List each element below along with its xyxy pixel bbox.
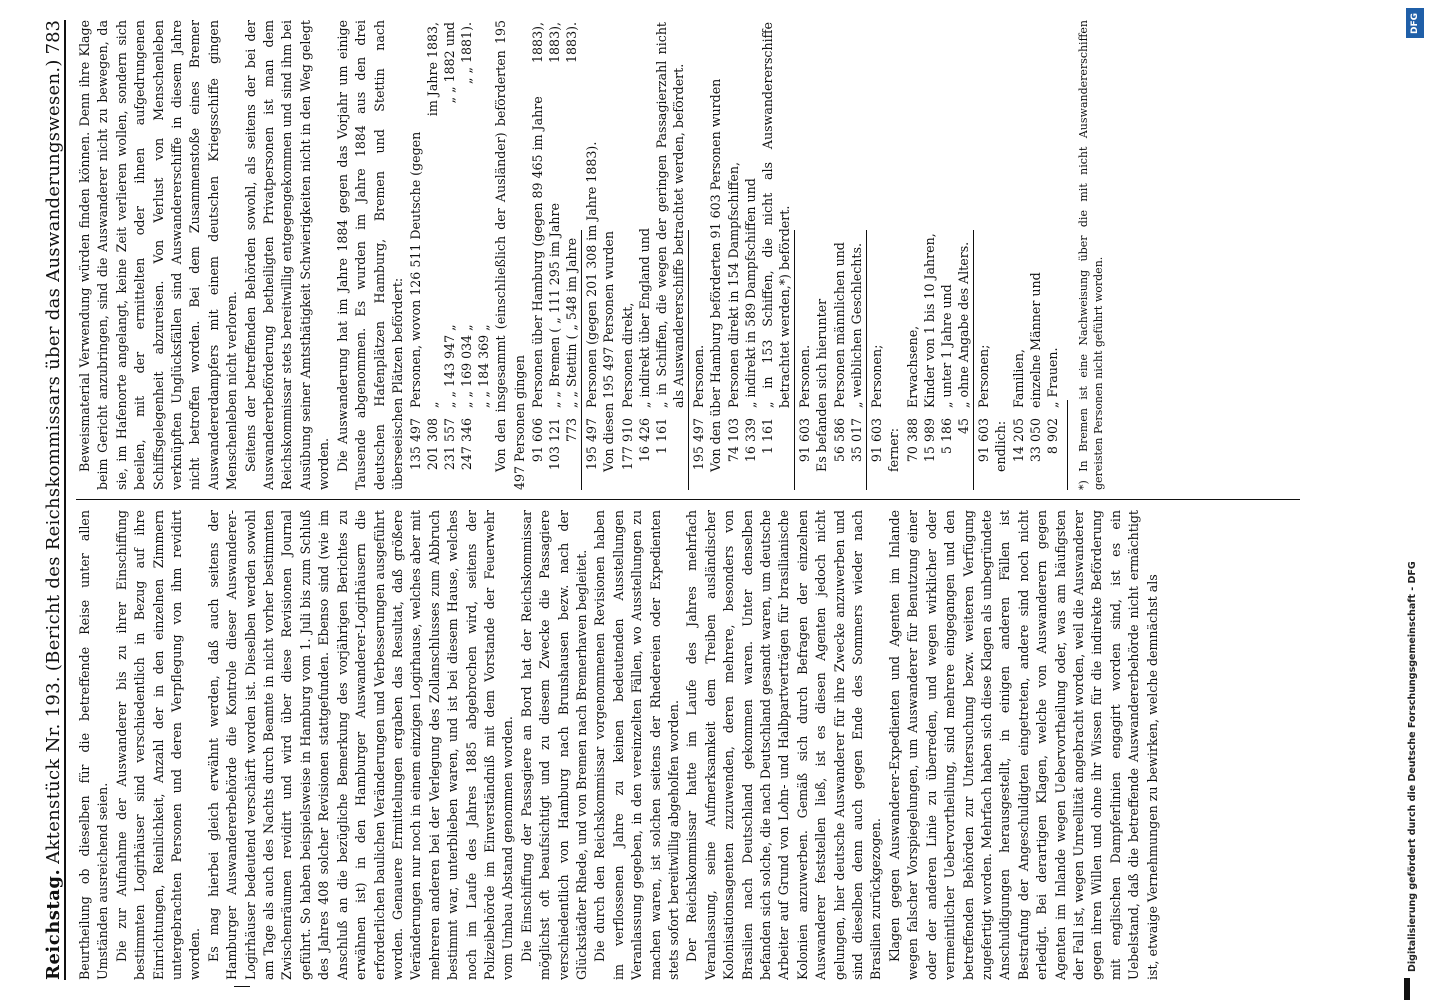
sum-text: Personen (gegen 201 308 im Jahre 1883). bbox=[584, 141, 600, 408]
description-cell: Personen direkt in 154 Dampfschiffen, bbox=[725, 162, 741, 408]
sum-rule bbox=[973, 230, 974, 490]
count-cell: 231 557 bbox=[442, 418, 458, 471]
table-row bbox=[653, 20, 687, 490]
year-cell: 1883), bbox=[547, 22, 563, 63]
sum-text: Personen. bbox=[690, 344, 706, 408]
count-cell: 70 388 bbox=[904, 418, 920, 463]
family-table bbox=[1010, 20, 1061, 490]
sum-text: Personen; bbox=[975, 344, 991, 408]
count-cell: 14 205 bbox=[1011, 418, 1027, 463]
paragraph: Von den über Hamburg beförderten 91 603 Personen wurden bbox=[707, 78, 723, 472]
description-cell: „ „ 184 369 „ bbox=[476, 324, 492, 408]
count-cell: 177 910 bbox=[619, 418, 635, 471]
paragraph: ferner: bbox=[886, 428, 902, 472]
sum-row bbox=[583, 20, 600, 490]
table-row bbox=[619, 20, 636, 490]
description-cell: „ „ Stettin ( „ 548 im Jahre bbox=[564, 237, 580, 408]
table-row bbox=[407, 20, 424, 490]
footnote-rule bbox=[1067, 400, 1068, 490]
table-row bbox=[921, 20, 938, 490]
scan-edge-mark bbox=[1404, 978, 1410, 1000]
description-cell: Personen direkt, bbox=[619, 302, 635, 408]
count-cell: 33 050 bbox=[1028, 418, 1044, 463]
digitization-stamp bbox=[1404, 8, 1426, 988]
transport-table bbox=[619, 20, 687, 490]
sum-row bbox=[975, 20, 992, 490]
table-row bbox=[546, 20, 563, 490]
description-cell: „ weiblichen Geschlechts. bbox=[849, 243, 865, 408]
header-document-number: Aktenstück Nr. 193. bbox=[43, 676, 64, 864]
count-cell: 1 161 bbox=[759, 418, 775, 455]
count-cell: 15 989 bbox=[921, 418, 937, 463]
header-title: (Bericht des Reichskommissars über das Auswanderungswesen.) bbox=[43, 59, 64, 672]
table-row bbox=[1044, 20, 1061, 490]
year-cell bbox=[475, 20, 492, 121]
description-cell: Personen, wovon 126 511 Deutsche (gegen bbox=[408, 131, 424, 408]
sum-rule bbox=[688, 230, 689, 490]
table-row bbox=[938, 20, 955, 490]
margin-dash bbox=[234, 986, 250, 987]
paragraph: endlich: bbox=[992, 420, 1008, 472]
emigration-totals-table bbox=[407, 20, 492, 490]
count-cell: 247 346 bbox=[459, 418, 475, 471]
count-cell: 16 339 bbox=[742, 418, 758, 463]
sum-rule bbox=[581, 230, 582, 490]
paragraph: Seitens der betreffenden Behörden sowohl, als seitens der bei der Auswandererbeförderung betheiligten Privatpersonen ist man dem Reichskommissar stets bereitwillig entgegengekommen und sind ihm bei Ausübung seiner Amtsthätigkeit Schwierigkeiten nicht in den Weg gelegt worden. bbox=[242, 20, 332, 490]
year-cell: im Jahre 1883, bbox=[425, 22, 441, 117]
description-cell: „ ohne Angabe des Alters. bbox=[955, 241, 971, 408]
table-row bbox=[831, 20, 848, 490]
table-row bbox=[955, 20, 972, 490]
sum-rule bbox=[794, 230, 795, 490]
table-row bbox=[759, 20, 793, 490]
count-cell: 773 bbox=[564, 418, 580, 443]
sum-row bbox=[868, 20, 885, 490]
description-cell: „ „ 169 034 „ bbox=[459, 324, 475, 408]
hamburg-table bbox=[725, 20, 793, 490]
count-cell: 35 017 bbox=[849, 418, 865, 463]
description-cell: „ in Schiffen, die wegen der geringen Passagierzahl nicht als Auswandererschiffe betrachtet werden, befördert. bbox=[653, 22, 686, 408]
table-row bbox=[458, 20, 475, 490]
table-row bbox=[636, 20, 653, 490]
sum-text: Personen. bbox=[796, 344, 812, 408]
description-cell: Personen männlichen und bbox=[832, 242, 848, 408]
header-reichstag: Reichstag. bbox=[43, 868, 64, 980]
right-column bbox=[76, 20, 1300, 490]
table-row bbox=[848, 20, 865, 490]
description-cell: „ in 153 Schiffen, die nicht als Auswandererschiffe betrachtet werden,*) befördert. bbox=[759, 22, 792, 408]
description-cell: einzelne Männer und bbox=[1028, 272, 1044, 408]
column-divider bbox=[76, 499, 1300, 500]
paragraph: Die Einschiffung der Passagiere an Bord hat der Reichskommissar möglichst oft beaufsichtigt und zu diesem Zwecke die Passagiere verschiedentlich von Hamburg nach Brunshausen bezw. nach der Glückstädter Rhede, und von Bremen nach Bremerhaven begleitet. bbox=[518, 510, 589, 980]
left-column bbox=[76, 510, 1300, 980]
table-row bbox=[441, 20, 458, 490]
description-cell: „ „ Bremen ( „ 111 295 im Jahre bbox=[547, 203, 563, 408]
count-cell: 5 186 bbox=[938, 418, 954, 455]
year-cell: „ „ 1882 und bbox=[442, 22, 458, 104]
paragraph: Der Reichskommissar hatte im Laufe des Jahres mehrfach Veranlassung, seine Aufmerksamkeit dem Treiben ausländischer Kolonisationsagenten zuzuwenden, deren mehrere, besonders von Brasilien nach Deutschland gekommen waren. Unter denselben befanden sich solche, die nach Deutschland gesandt waren, um deutsche Arbeiter auf Grund von Lohn- und Halbpartverträgen für brasilianische Kolonien anzuwerben. Gemäß sich durch Befragen der einzelnen Auswanderer feststellen ließ, ist es diesen Agenten jedoch nicht gelungen, hier deutsche Auswanderer für ihre Zwecke anzuwerben und sind dieselben denn auch gegen Ende des Sommers wieder nach Brasilien zurückgezogen. bbox=[684, 510, 884, 980]
description-cell: „ bbox=[425, 401, 441, 408]
count-cell: 201 308 bbox=[425, 418, 441, 471]
description-cell: Erwachsene, bbox=[904, 325, 920, 408]
paragraph: Es mag hierbei gleich erwähnt werden, daß auch seitens der Hamburger Auswandererbehörde die Kontrole dieser Auswanderer-Logirhäuser bedeutend verschärft worden ist. Dieselben werden sowohl am Tage als auch des Nachts durch Beamte in nicht vorher bestimmten Zwischenräumen revidirt und wird über diese Revisionen Journal geführt. So haben beispielsweise in Hamburg vom 1. Juli bis zum Schluß des Jahres 408 solcher Revisionen stattgefunden. Ebenso sind (wie im Anschluß an die bezügliche Bemerkung des vorjährigen Berichtes zu erwähnen ist) in den Hamburger Auswanderer-Logirhäusern die erforderlichen baulichen Veränderungen und Verbesserungen ausgeführt worden. Genauere Ermittelungen ergaben das Resultat, daß größere Veränderungen nur noch in einem einzigen Logirhause, welches aber mit mehreren anderen bei der Verlegung des Zollanschlusses zum Abbruch bestimmt war, unterblieben waren, und ist bei diesem Hause, welches noch im Laufe des Jahres 1885 abgebrochen wird, seitens der Polizeibehörde im Einverständniß mit dem Vorstande der Feuerwehr vom Umbau Abstand genommen worden. bbox=[205, 510, 516, 980]
table-row bbox=[1027, 20, 1044, 490]
paragraph: Beweismaterial Verwendung würden finden können. Denn ihre Klage beim Gericht anzubringen, sind die Auswanderer nicht zu bewegen, da sie, im Hafenorte angelangt, keine Zeit verlieren wollen, sondern sich beeilen, mit der ermittelten oder ihnen aufgedrungenen Schiffsgelegenheit abzureisen. Von Verlust von Menschenleben verknüpften Unglücksfällen sind Auswandererschiffe in diesem Jahre nicht betroffen worden. Bei dem Zusammenstoße eines Bremer Auswandererdampfers mit einem deutschen Kriegsschiffe gingen Menschenleben nicht verloren. bbox=[77, 20, 240, 490]
table-row bbox=[424, 20, 441, 490]
sum-number: 91 603 bbox=[975, 418, 991, 463]
sum-number: 91 603 bbox=[869, 418, 885, 463]
description-cell: „ indirekt über England und bbox=[636, 228, 652, 408]
table-row bbox=[725, 20, 742, 490]
count-cell: 45 bbox=[955, 418, 971, 435]
digitization-note: Digitalisierung gefördert durch die Deutsche Forschungsgemeinschaft - DFG bbox=[1407, 561, 1418, 972]
count-cell: 103 121 bbox=[547, 418, 563, 471]
paragraph: Die zur Aufnahme der Auswanderer bis zu ihrer Einschiffung bestimmten Logirhäuser sind verschiedentlich in Bezug auf ihre Einrichtungen, Reinlichkeit, Anzahl der in den einzelnen Zimmern untergebrachten Personen und deren Verpflegung von ihm revidirt worden. bbox=[113, 510, 203, 980]
description-cell: Personen über Hamburg (gegen 89 465 im Jahre bbox=[530, 96, 546, 408]
table-row bbox=[904, 20, 921, 490]
sum-row bbox=[796, 20, 813, 490]
count-cell: 16 426 bbox=[636, 418, 652, 463]
count-cell: 56 586 bbox=[832, 418, 848, 463]
dfg-logo: DFG bbox=[1406, 8, 1424, 38]
description-cell: „ Frauen. bbox=[1045, 347, 1061, 408]
page-number: 783 bbox=[43, 20, 64, 55]
footnote: *) In Bremen ist eine Nachweisung über die mit nicht Auswandererschiffen gereisten Personen nicht geführt worden. bbox=[1077, 20, 1106, 490]
paragraph: Klagen gegen Auswanderer-Expedienten und Agenten im Inlande wegen falscher Vorspiegelungen, um Auswanderer für Benutzung einer oder der anderen Linie zu überreden, und wegen wirklicher oder vermeintlicher Uebervortheilung, sind mehrere eingegangen und den betreffenden Behörden zur Untersuchung bezw. weiteren Verfügung zugefertigt worden. Mehrfach haben sich diese Klagen als unbegründete Anschuldigungen herausgestellt, in einigen anderen Fällen ist Bestrafung der Angeschuldigten eingetreten, andere sind noch nicht erledigt. Bei derartigen Klagen, welche von Auswanderern gegen Agenten im Inlande wegen Uebervortheilung oder, was am häufigsten der Fall ist, wegen Unreellität angebracht worden, weil die Auswanderer gegen ihren Willen und ohne ihr Wissen für die indirekte Beförderung mit englischen Dampferlinien engagirt worden sind, ist es ein Uebelstand, daß die betreffende Auswandererbehörde nicht ermächtigt ist, etwaige Vernehmungen zu bewirken, welche demnächst als bbox=[886, 510, 1160, 980]
paragraph: Beurtheilung ob dieselben für die betreffende Reise unter allen Umständen ausreichend seien. bbox=[77, 510, 111, 980]
sum-number: 195 497 bbox=[584, 418, 600, 471]
description-cell: „ „ 143 947 „ bbox=[442, 324, 458, 408]
count-cell: 8 902 bbox=[1045, 418, 1061, 455]
paragraph: Von diesen 195 497 Personen wurden bbox=[601, 231, 617, 472]
paragraph: Die Auswanderung hat im Jahre 1884 gegen das Vorjahr um einige Tausende abgenommen. Es wurden im Jahre 1884 aus den drei deutschen Hafenplätzen Hamburg, Bremen und Stettin nach überseeischen Plätzen befördert: bbox=[334, 20, 405, 490]
year-cell: 1883). bbox=[564, 22, 580, 63]
description-cell: „ indirekt in 589 Dampfschiffen und bbox=[742, 178, 758, 408]
paragraph: Es befanden sich hierunter bbox=[813, 298, 829, 472]
gender-table bbox=[831, 20, 865, 490]
year-cell bbox=[407, 20, 424, 121]
table-row bbox=[563, 20, 580, 490]
count-cell: 91 606 bbox=[530, 418, 546, 463]
age-table bbox=[904, 20, 972, 490]
sum-row bbox=[690, 20, 707, 490]
description-cell: Kinder von 1 bis 10 Jahren, bbox=[921, 233, 937, 408]
sum-number: 195 497 bbox=[690, 418, 706, 471]
paragraph: Die durch den Reichskommissar vorgenommenen Revisionen haben im verflossenen Jahre zu keinen bedeutenden Ausstellungen Veranlassung gegeben, in den vereinzelten Fällen, wo Ausstellungen zu machen waren, ist solchen seitens der Rhedereien oder Expedienten stets sofort bereitwillig abgeholfen worden. bbox=[592, 510, 681, 980]
count-cell: 74 103 bbox=[725, 418, 741, 463]
paragraph: Von den insgesammt (einschließlich der Ausländer) beförderten 195 497 Personen gingen bbox=[493, 20, 527, 490]
table-row bbox=[529, 20, 546, 490]
table-row bbox=[742, 20, 759, 490]
year-cell: 1883), bbox=[530, 22, 546, 63]
sum-number: 91 603 bbox=[796, 418, 812, 463]
count-cell: 135 497 bbox=[408, 418, 424, 471]
count-cell bbox=[475, 410, 492, 490]
year-cell: „ „ 1881). bbox=[459, 22, 475, 85]
table-row bbox=[475, 20, 492, 490]
description-cell: „ unter 1 Jahre und bbox=[938, 284, 954, 408]
description-cell: Familien, bbox=[1011, 349, 1027, 408]
count-cell: 1 161 bbox=[653, 418, 669, 455]
table-row bbox=[1010, 20, 1027, 490]
running-header bbox=[34, 20, 66, 980]
ports-table bbox=[529, 20, 580, 490]
sum-text: Personen; bbox=[869, 344, 885, 408]
sum-rule bbox=[866, 230, 867, 490]
